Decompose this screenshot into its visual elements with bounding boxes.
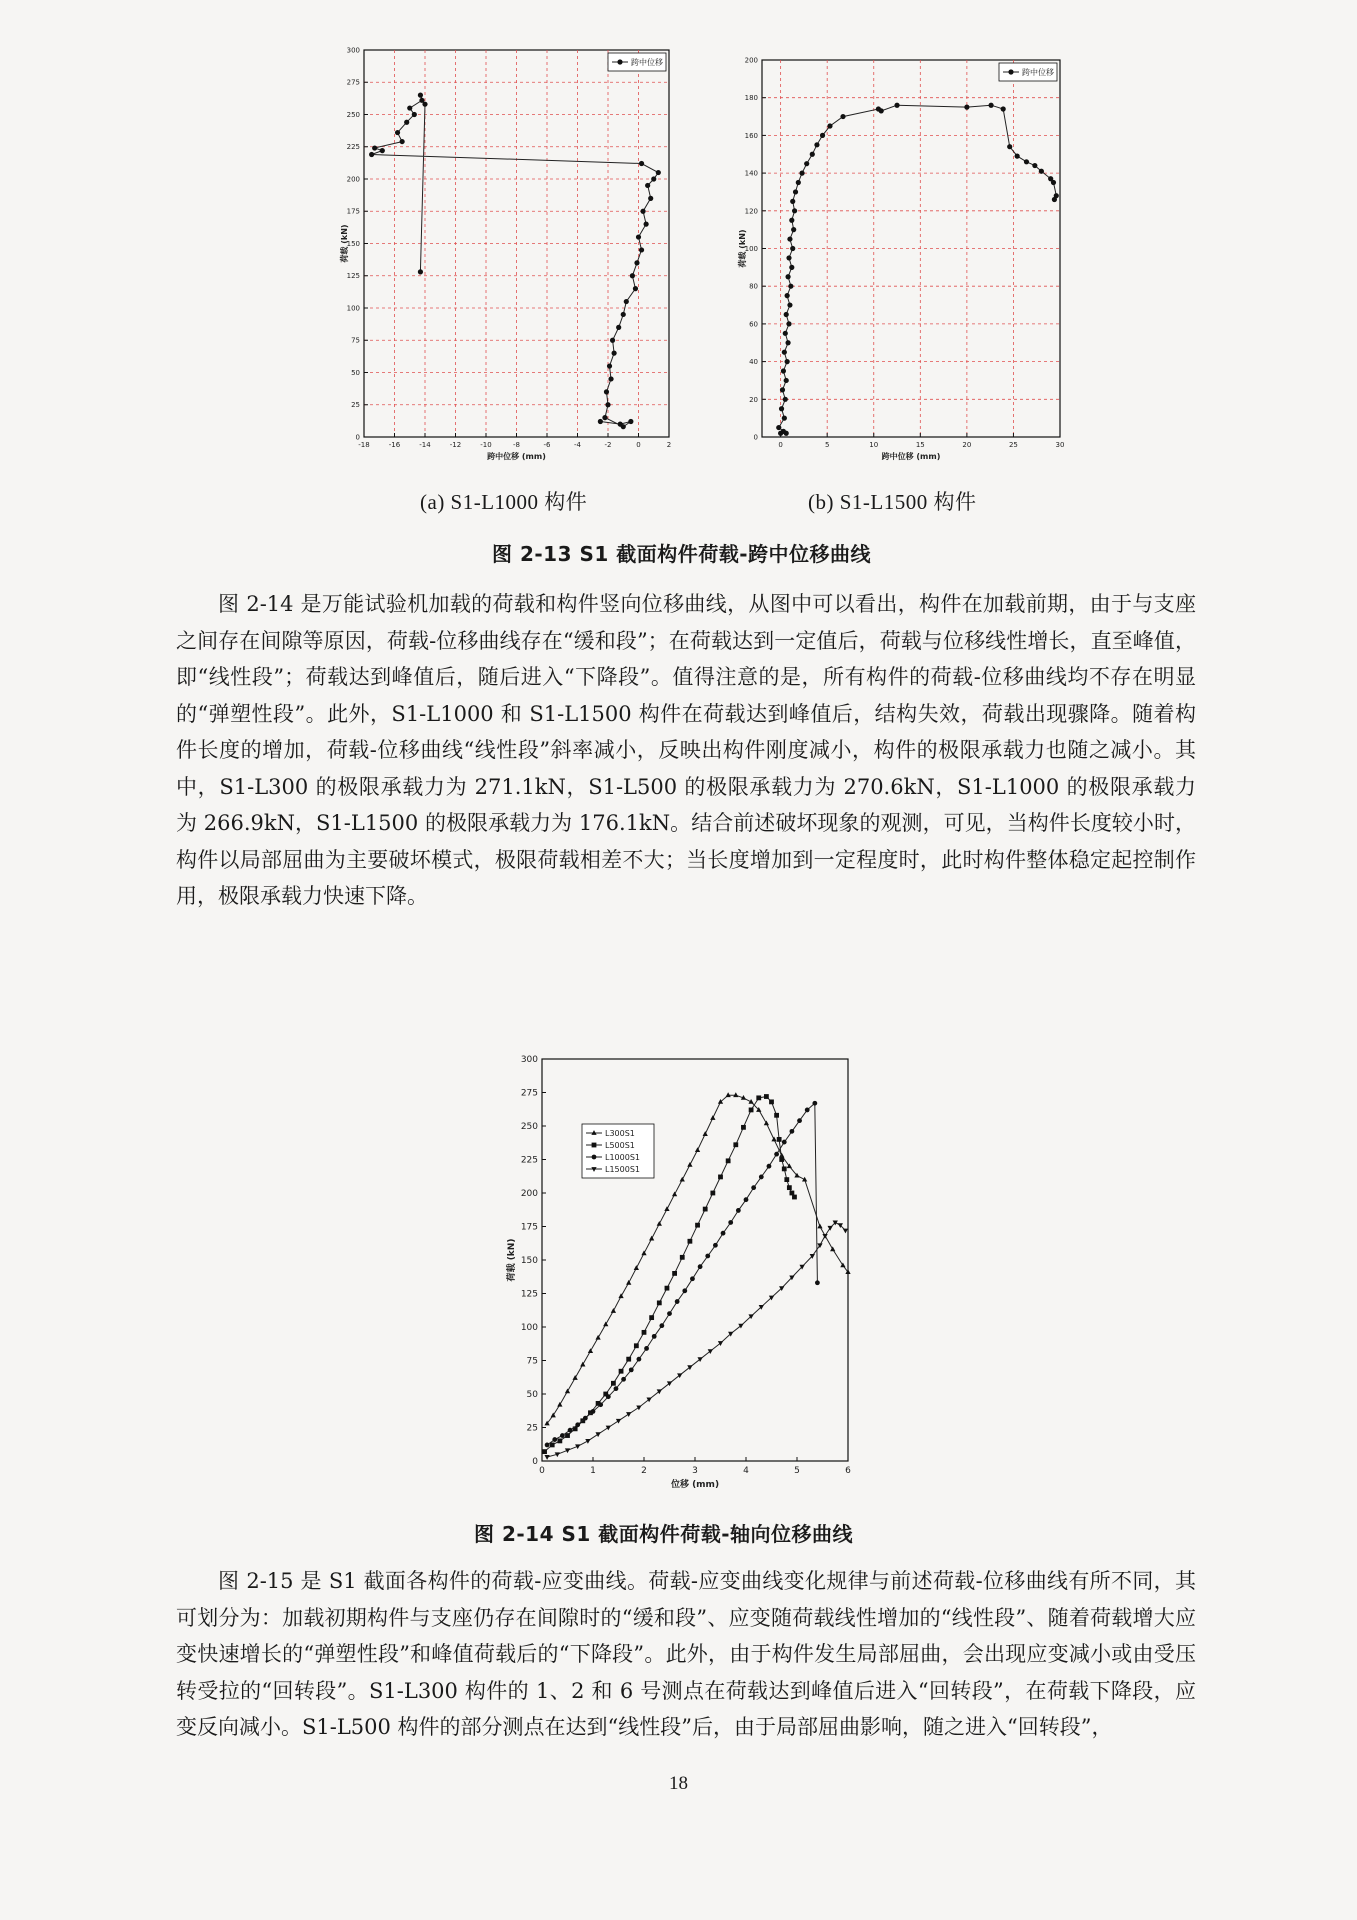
data-point <box>784 431 789 436</box>
data-point <box>649 1236 654 1241</box>
data-point <box>580 1362 585 1367</box>
data-point <box>652 1334 657 1339</box>
data-point <box>781 368 786 373</box>
data-point <box>616 325 621 330</box>
data-point <box>575 1422 580 1427</box>
y-tick-label: 275 <box>346 78 360 87</box>
x-tick-label: -18 <box>358 441 370 449</box>
data-point <box>640 209 645 214</box>
y-tick-label: 75 <box>351 336 360 345</box>
y-tick-label: 50 <box>351 368 360 377</box>
x-tick-label: -8 <box>513 441 520 449</box>
x-tick-label: 4 <box>743 1466 749 1476</box>
page-number: 18 <box>669 1773 688 1794</box>
data-point <box>621 424 626 429</box>
data-point <box>659 1323 664 1328</box>
data-point <box>785 340 790 345</box>
figure-2-13b-subcaption: (b) S1-L1500 构件 <box>808 490 977 514</box>
data-point <box>736 1208 741 1213</box>
x-tick-label: 15 <box>915 441 925 449</box>
y-tick-label: 80 <box>749 282 758 291</box>
legend-label: L500S1 <box>605 1140 635 1150</box>
y-tick-label: 125 <box>520 1289 538 1300</box>
x-tick-label: 5 <box>794 1466 800 1476</box>
x-tick-label: 3 <box>692 1466 698 1476</box>
data-point <box>628 419 633 424</box>
data-point <box>369 152 374 157</box>
x-tick-label: 0 <box>636 441 641 449</box>
data-point <box>804 161 809 166</box>
data-point <box>646 1397 651 1402</box>
x-tick-label: -14 <box>419 441 431 449</box>
data-point <box>840 114 845 119</box>
data-point <box>782 1140 787 1145</box>
y-tick-label: 225 <box>346 143 360 152</box>
x-tick-label: -16 <box>388 441 401 449</box>
legend <box>582 1124 654 1178</box>
figure-2-13b-chart <box>740 42 1070 470</box>
data-point <box>733 1142 738 1147</box>
data-point <box>557 1402 562 1407</box>
data-point <box>703 1207 708 1212</box>
data-point <box>792 1195 797 1200</box>
data-point <box>418 269 423 274</box>
y-tick-label: 200 <box>346 175 360 184</box>
y-tick-label: 125 <box>346 272 360 281</box>
series-line <box>547 1223 845 1458</box>
data-point <box>782 416 787 421</box>
data-point <box>598 419 603 424</box>
data-point <box>783 397 788 402</box>
data-point <box>690 1276 695 1281</box>
data-point <box>830 1246 835 1251</box>
data-point <box>641 1250 646 1255</box>
y-tick-label: 0 <box>532 1457 538 1468</box>
data-point <box>817 1224 822 1229</box>
series-L1500S1 <box>544 1221 848 1460</box>
data-point <box>619 1369 624 1374</box>
data-point <box>786 255 791 260</box>
data-point <box>718 1341 723 1346</box>
data-point <box>606 1426 611 1431</box>
legend-label: L300S1 <box>605 1128 635 1138</box>
data-point <box>820 133 825 138</box>
data-point <box>542 1449 547 1454</box>
x-tick-label: -2 <box>604 441 612 449</box>
data-point <box>607 363 612 368</box>
data-point <box>784 1177 789 1182</box>
data-point <box>815 1280 820 1285</box>
data-point <box>843 1229 848 1234</box>
figure-2-13a-chart <box>342 42 680 470</box>
data-point <box>771 1137 776 1142</box>
data-point <box>777 1137 782 1142</box>
paragraph-2 <box>176 1563 1196 1746</box>
data-point <box>675 1299 680 1304</box>
data-point <box>621 312 626 317</box>
data-point <box>788 284 793 289</box>
figure-2-14-plot <box>500 1050 860 1490</box>
paragraph-2-text: 图 2-15 是 S1 截面各构件的荷载-应变曲线。荷载-应变曲线变化规律与前述荷载-位移曲线有所不同，其可划分为：加载初期构件与支座仍存在间隙时的“缓和段”、应变随荷载线性增加的“线性段”、随着荷载增大应变快速增长的“弹塑性段”和峰值荷载后的“下降段”。此外，由于构件发生局部屈曲，会出现应变减小或由受压转受拉的“回转段”。S1-L300 构件的 1、2 和 6 号测点在荷载达到峰值后进入“回转段”，在荷载下降段，应变反向减小。S1-L500 构件的部分测点在达到“线性段”后，由于局部屈曲影响，随之进入“回转段”， <box>176 1569 1196 1739</box>
data-point <box>784 378 789 383</box>
series-line <box>779 105 1057 433</box>
data-point <box>785 274 790 279</box>
data-point <box>764 1120 769 1125</box>
data-point <box>611 1308 616 1313</box>
data-point <box>636 1405 641 1410</box>
data-point <box>665 1286 670 1291</box>
legend-label: 跨中位移 <box>1022 67 1054 77</box>
y-axis-label: 荷载 (kN) <box>340 224 349 263</box>
data-point <box>710 1115 715 1120</box>
data-point <box>644 1346 649 1351</box>
data-point <box>1052 197 1057 202</box>
series-line <box>372 95 659 427</box>
data-point <box>573 1375 578 1380</box>
data-point <box>657 1300 662 1305</box>
data-point <box>759 1175 764 1180</box>
data-point <box>764 1094 769 1099</box>
data-point <box>799 171 804 176</box>
y-tick-label: 300 <box>520 1055 538 1066</box>
data-point <box>786 321 791 326</box>
series-L500S1 <box>542 1094 797 1454</box>
data-point <box>733 1092 738 1097</box>
data-point <box>680 1255 685 1260</box>
data-point <box>648 196 653 201</box>
data-point <box>790 1129 795 1134</box>
y-tick-label: 25 <box>526 1423 538 1434</box>
data-point <box>672 1271 677 1276</box>
data-point <box>583 1416 588 1421</box>
legend-marker <box>592 1155 597 1160</box>
data-point <box>894 103 899 108</box>
data-point <box>787 1185 792 1190</box>
data-point <box>703 1131 708 1136</box>
data-point <box>1039 169 1044 174</box>
data-point <box>372 145 377 150</box>
data-point <box>767 1164 772 1169</box>
y-tick-label: 60 <box>749 320 758 329</box>
data-point <box>606 1394 611 1399</box>
y-tick-label: 75 <box>526 1356 538 1367</box>
data-point <box>741 1125 746 1130</box>
data-point <box>695 1147 700 1152</box>
data-point <box>789 218 794 223</box>
data-point <box>812 1101 817 1106</box>
figure-2-14-chart <box>500 1050 860 1490</box>
y-tick-label: 175 <box>346 207 360 216</box>
data-point <box>608 376 613 381</box>
data-point <box>544 1455 549 1460</box>
x-tick-label: -4 <box>574 441 581 449</box>
data-point <box>633 286 638 291</box>
data-point <box>656 170 661 175</box>
data-point <box>626 1280 631 1285</box>
y-tick-label: 175 <box>520 1222 538 1233</box>
data-point <box>697 1357 702 1362</box>
x-tick-label: 10 <box>869 441 879 449</box>
x-tick-label: 6 <box>845 1466 851 1476</box>
data-point <box>557 1439 562 1444</box>
data-point <box>418 93 423 98</box>
figure-2-13-caption: 图 2-13 S1 截面构件荷载-跨中位移曲线 <box>492 542 872 566</box>
x-tick-label: 0 <box>778 441 783 449</box>
figure-2-13b-plot <box>740 42 1070 470</box>
data-point <box>726 1092 731 1097</box>
y-axis-label: 荷载 (kN) <box>507 1238 517 1282</box>
data-point <box>630 273 635 278</box>
data-point <box>785 359 790 364</box>
data-point <box>728 1220 733 1225</box>
x-tick-label: 20 <box>962 441 972 449</box>
data-point <box>657 1389 662 1394</box>
data-point <box>568 1428 573 1433</box>
y-tick-label: 40 <box>749 358 758 367</box>
paragraph-1 <box>176 586 1196 915</box>
data-point <box>642 1330 647 1335</box>
x-tick-label: 30 <box>1055 441 1065 449</box>
data-point <box>688 1239 693 1244</box>
y-tick-label: 25 <box>351 401 360 410</box>
data-point <box>1032 163 1037 168</box>
data-point <box>695 1223 700 1228</box>
data-point <box>751 1185 756 1190</box>
data-point <box>610 338 615 343</box>
legend-marker <box>592 1143 597 1148</box>
data-point <box>614 1386 619 1391</box>
data-point <box>964 105 969 110</box>
data-point <box>545 1443 550 1448</box>
data-point <box>611 1381 616 1386</box>
data-point <box>664 1206 669 1211</box>
y-tick-label: 180 <box>744 94 758 103</box>
data-point <box>1001 106 1006 111</box>
data-point <box>604 389 609 394</box>
x-tick-label: 1 <box>590 1466 596 1476</box>
data-point <box>682 1288 687 1293</box>
x-tick-label: 0 <box>539 1466 545 1476</box>
data-point <box>782 350 787 355</box>
paragraph-1-text: 图 2-14 是万能试验机加载的荷载和构件竖向位移曲线，从图中可以看出，构件在加载前期，由于与支座之间存在间隙等原因，荷载-位移曲线存在“缓和段”；在荷载达到一定值后，荷载与位移线性增长，直至峰值，即“线性段”；荷载达到峰值后，随后进入“下降段”。值得注意的是，所有构件的荷载-位移曲线均不存在明显的“弹塑性段”。此外，S1-L1000 和 S1-L1500 构件在荷载达到峰值后，结构失效，荷载出现骤降。随着构件长度的增加，荷载-位移曲线“线性段”斜率减小，反映出构件刚度减小，构件的极限承载力也随之减小。其中，S1-L300 的极限承载力为 271.1kN，S1-L500 的极限承载力为 270.6kN，S1-L1000 的极限承载力为 266.9kN，S1-L1500 的极限承载力为 176.1kN。结合前述破坏现象的观测，可见，当构件长度较小时，构件以局部屈曲为主要破坏模式，极限荷载相差不大；当长度增加到一定程度时，此时构件整体稳定起控制作用，极限承载力快速下降。 <box>176 592 1196 908</box>
x-tick-label: -12 <box>449 441 462 449</box>
y-tick-label: 100 <box>744 244 758 253</box>
data-point <box>784 312 789 317</box>
data-point <box>422 102 427 107</box>
data-point <box>603 1321 608 1326</box>
data-point <box>1024 159 1029 164</box>
data-point <box>774 1152 779 1157</box>
figure-2-14-caption: 图 2-14 S1 截面构件荷载-轴向位移曲线 <box>474 1522 854 1546</box>
x-tick-label: -6 <box>543 441 551 449</box>
data-point <box>629 1367 634 1372</box>
data-point <box>1007 144 1012 149</box>
data-point <box>769 1099 774 1104</box>
data-point <box>616 1419 621 1424</box>
data-point <box>595 1335 600 1340</box>
data-point <box>380 148 385 153</box>
data-point <box>789 265 794 270</box>
data-point <box>744 1197 749 1202</box>
data-point <box>565 1433 570 1438</box>
y-tick-label: 100 <box>520 1323 538 1334</box>
data-point <box>637 1357 642 1362</box>
y-tick-label: 200 <box>744 56 758 65</box>
data-point <box>639 247 644 252</box>
y-tick-label: 0 <box>355 433 360 442</box>
y-tick-label: 300 <box>346 46 360 55</box>
legend <box>608 53 666 71</box>
y-tick-label: 160 <box>744 131 758 140</box>
data-point <box>721 1231 726 1236</box>
data-point <box>791 227 796 232</box>
x-tick-label: 5 <box>824 441 830 449</box>
data-point <box>1051 180 1056 185</box>
data-point <box>738 1324 743 1329</box>
data-point <box>782 1166 787 1171</box>
data-point <box>708 1349 713 1354</box>
data-point <box>988 103 993 108</box>
data-point <box>605 402 610 407</box>
data-point <box>780 387 785 392</box>
y-tick-label: 0 <box>753 433 758 442</box>
data-point <box>796 180 801 185</box>
data-point <box>792 208 797 213</box>
y-tick-label: 150 <box>520 1256 538 1267</box>
data-point <box>749 1108 754 1113</box>
y-tick-label: 100 <box>346 304 360 313</box>
data-point <box>602 415 607 420</box>
data-point <box>726 1158 731 1163</box>
data-point <box>636 234 641 239</box>
data-point <box>667 1311 672 1316</box>
data-point <box>698 1264 703 1269</box>
y-tick-label: 150 <box>346 239 360 248</box>
data-point <box>779 1157 784 1162</box>
legend-label: L1000S1 <box>605 1152 640 1162</box>
data-point <box>412 112 417 117</box>
data-point <box>644 222 649 227</box>
data-point <box>649 1315 654 1320</box>
x-axis-label: 跨中位移 (mm) <box>487 452 546 461</box>
data-point <box>645 183 650 188</box>
data-point <box>718 1175 723 1180</box>
data-point <box>783 331 788 336</box>
legend-label: 跨中位移 <box>631 57 663 67</box>
data-point <box>591 1409 596 1414</box>
data-point <box>395 130 400 135</box>
x-tick-label: -10 <box>480 441 492 449</box>
data-point <box>827 123 832 128</box>
data-point <box>787 236 792 241</box>
y-tick-label: 250 <box>346 110 360 119</box>
figure-2-13a-subcaption: (a) S1-L1000 构件 <box>420 490 588 514</box>
data-point <box>626 1412 631 1417</box>
data-point <box>879 108 884 113</box>
data-point <box>657 1221 662 1226</box>
plot-frame <box>542 1059 848 1461</box>
data-point <box>639 161 644 166</box>
y-tick-label: 140 <box>744 169 758 178</box>
x-tick-label: 25 <box>1008 441 1018 449</box>
series-跨中位移 <box>369 93 661 430</box>
y-tick-label: 250 <box>520 1122 538 1133</box>
data-point <box>550 1443 555 1448</box>
data-point <box>790 199 795 204</box>
data-point <box>805 1108 810 1113</box>
x-axis-label: 跨中位移 (mm) <box>881 452 941 461</box>
data-point <box>634 260 639 265</box>
legend <box>999 63 1057 81</box>
figure-2-13a-plot <box>342 42 680 470</box>
y-tick-label: 50 <box>526 1390 538 1401</box>
data-point <box>672 1191 677 1196</box>
data-point <box>710 1191 715 1196</box>
data-point <box>598 1402 603 1407</box>
data-point <box>588 1348 593 1353</box>
data-point <box>713 1243 718 1248</box>
y-axis-label: 荷载 (kN) <box>738 229 747 268</box>
legend-label: L1500S1 <box>605 1164 640 1174</box>
data-point <box>621 1377 626 1382</box>
data-point <box>1015 154 1020 159</box>
y-tick-label: 275 <box>520 1088 538 1099</box>
data-point <box>612 351 617 356</box>
data-point <box>790 246 795 251</box>
x-axis-label: 位移 (mm) <box>670 1480 720 1490</box>
data-point <box>779 406 784 411</box>
data-point <box>756 1095 761 1100</box>
series-跨中位移 <box>776 103 1059 436</box>
y-tick-label: 120 <box>744 207 758 216</box>
data-point <box>651 176 656 181</box>
data-point <box>565 1388 570 1393</box>
data-point <box>404 120 409 125</box>
data-point <box>560 1433 565 1438</box>
y-tick-label: 200 <box>520 1189 538 1200</box>
data-point <box>814 142 819 147</box>
data-point <box>776 425 781 430</box>
data-point <box>774 1113 779 1118</box>
data-point <box>677 1373 682 1378</box>
data-point <box>626 1357 631 1362</box>
data-point <box>687 1162 692 1167</box>
data-point <box>687 1365 692 1370</box>
x-tick-label: 2 <box>666 441 672 449</box>
y-tick-label: 225 <box>520 1155 538 1166</box>
y-tick-label: 20 <box>749 395 758 404</box>
data-point <box>552 1437 557 1442</box>
data-point <box>407 105 412 110</box>
data-point <box>787 302 792 307</box>
data-point <box>667 1381 672 1386</box>
data-point <box>797 1118 802 1123</box>
data-point <box>810 152 815 157</box>
data-point <box>634 1265 639 1270</box>
data-point <box>785 293 790 298</box>
data-point <box>680 1177 685 1182</box>
data-point <box>793 189 798 194</box>
data-point <box>400 139 405 144</box>
data-point <box>634 1343 639 1348</box>
legend-marker <box>1008 69 1013 74</box>
data-point <box>624 299 629 304</box>
data-point <box>705 1254 710 1259</box>
x-tick-label: 2 <box>641 1466 647 1476</box>
data-point <box>595 1432 600 1437</box>
legend-marker <box>617 59 622 64</box>
